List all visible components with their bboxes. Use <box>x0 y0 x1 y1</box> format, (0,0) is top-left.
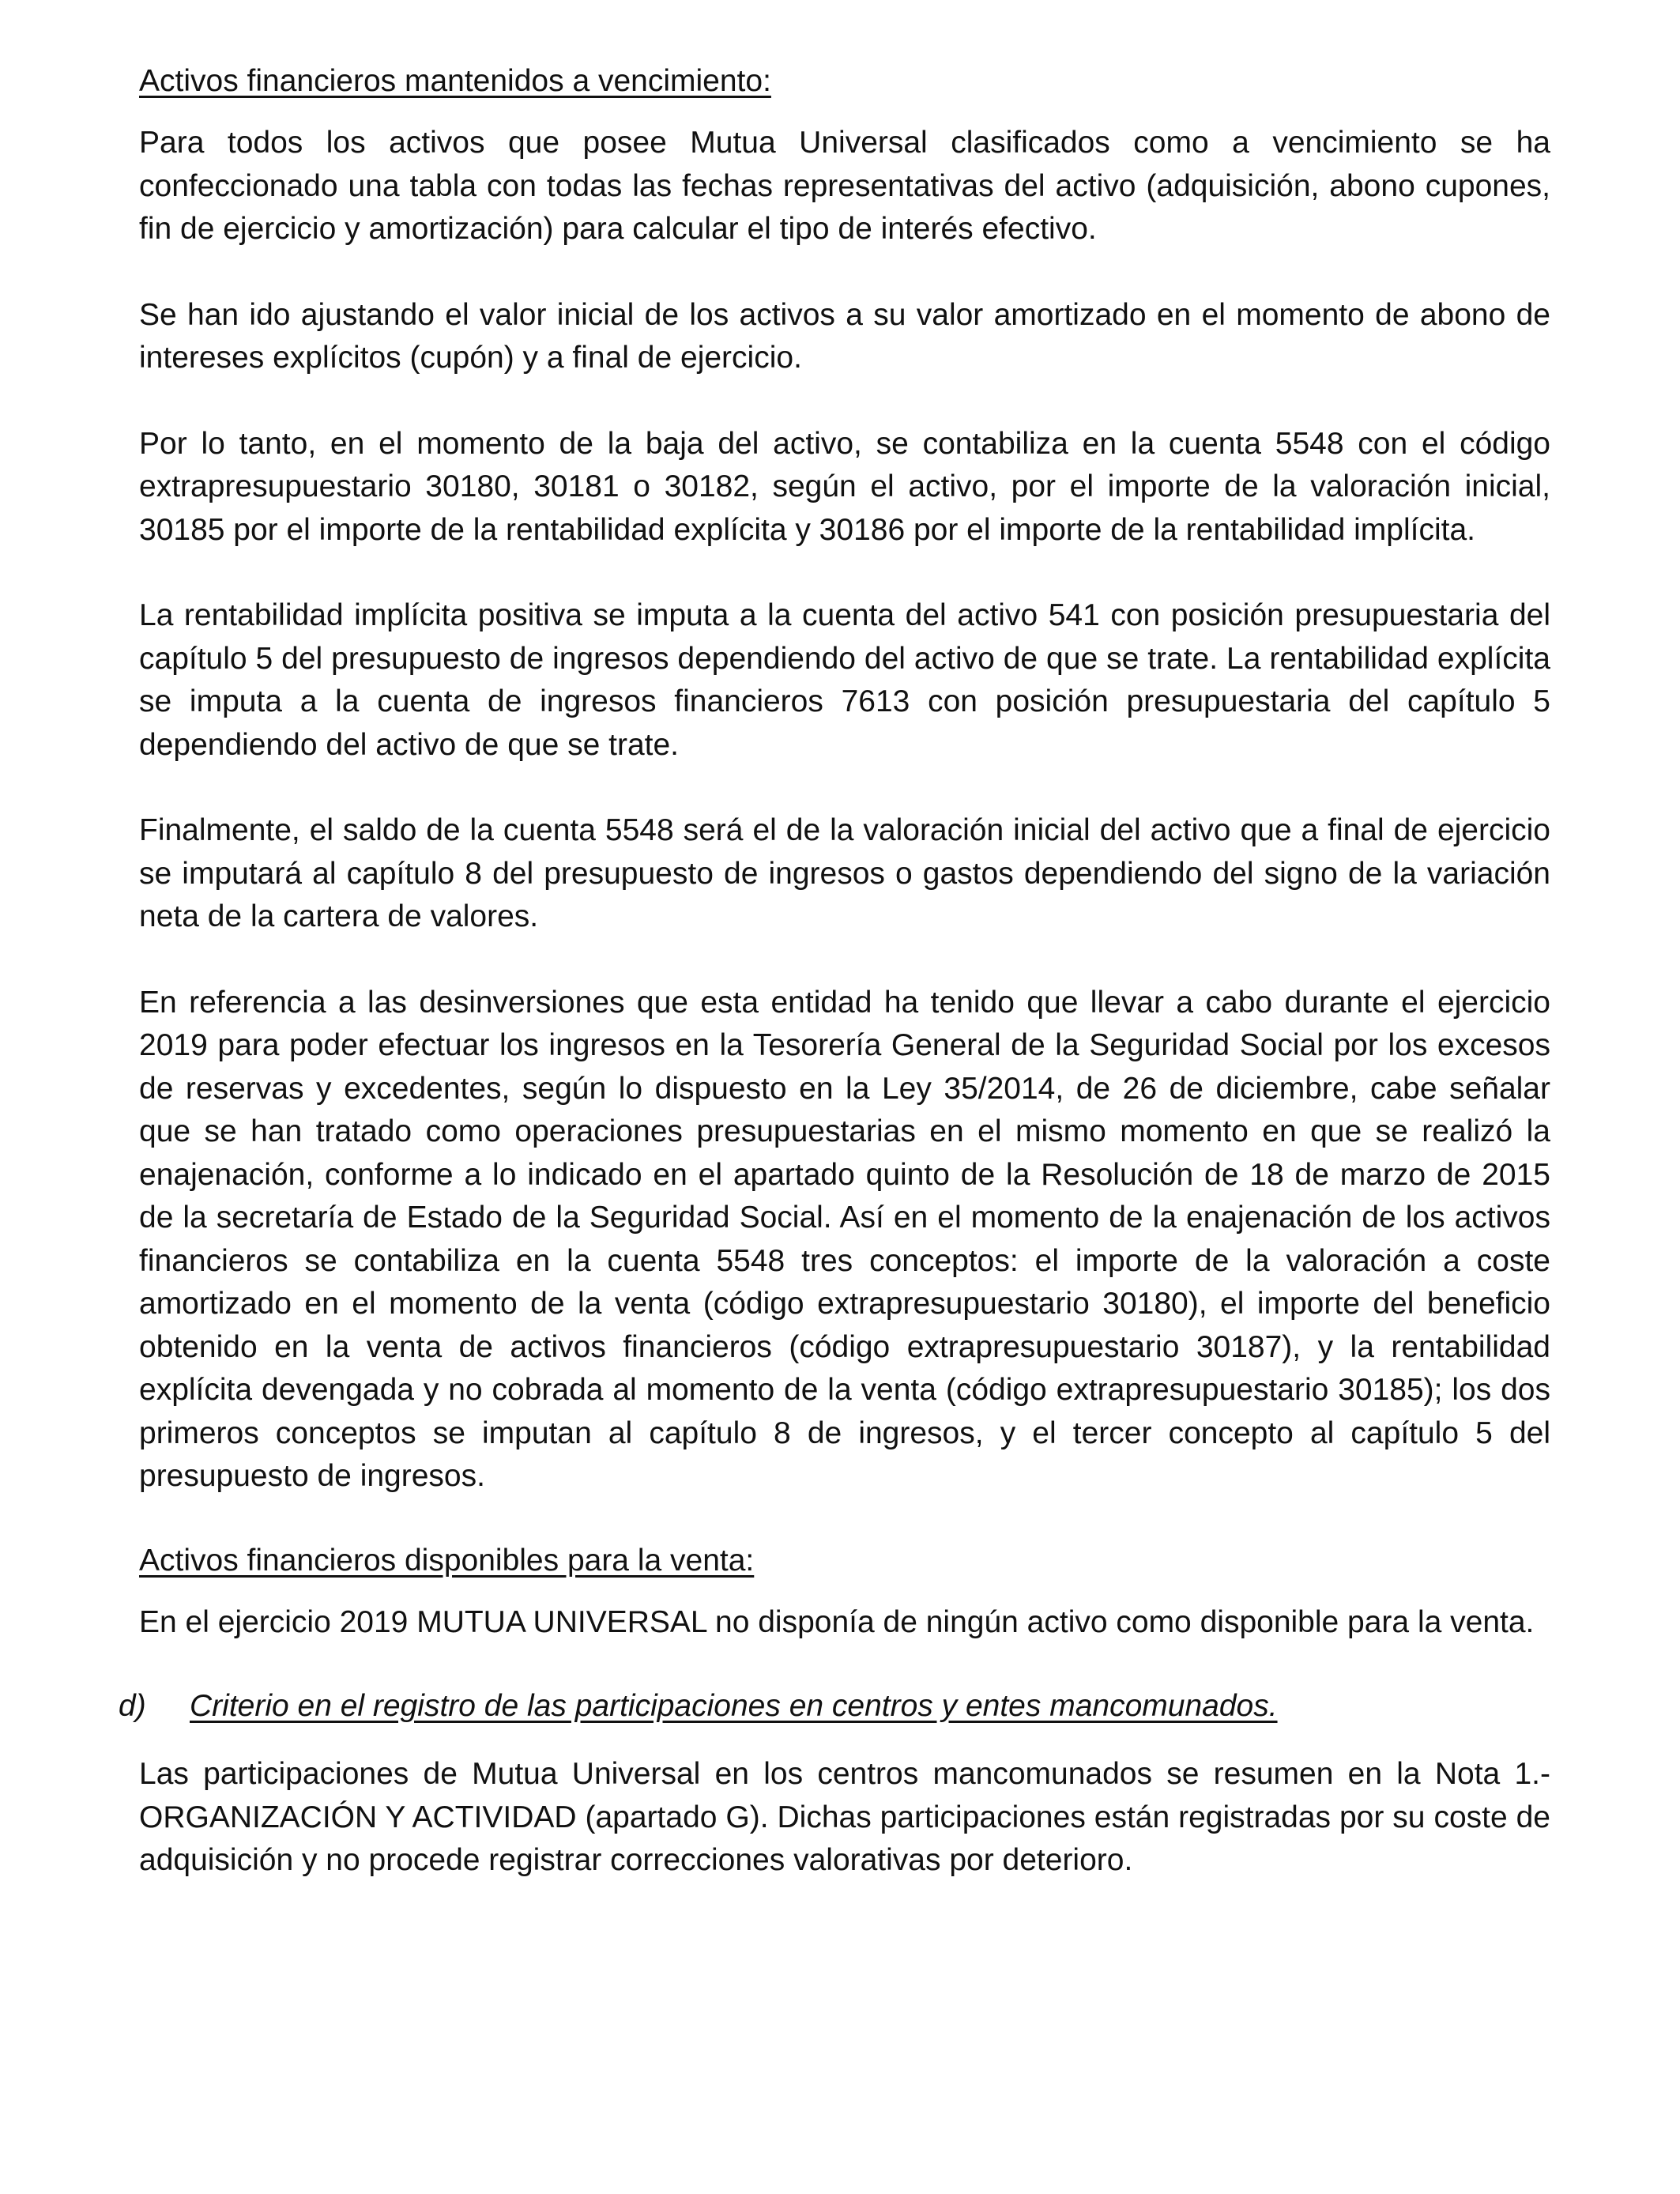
paragraph-disponibles-venta: En el ejercicio 2019 MUTUA UNIVERSAL no disponía de ningún activo como disponible para la venta. <box>139 1604 1535 1639</box>
heading-activos-vencimiento: Activos financieros mantenidos a vencimiento: <box>139 64 771 98</box>
paragraph-saldo-cuenta: Finalmente, el saldo de la cuenta 5548 será el de la valoración inicial del activo que a final de ejercicio se imputará al capítulo 8 del presupuesto de ingresos o gastos dependiendo del signo de la variación neta de la cartera de valores. <box>139 813 1550 933</box>
paragraph-ajuste-valor: Se han ido ajustando el valor inicial de los activos a su valor amortizado en el momento de abono de intereses explícitos (cupón) y a final de ejercicio. <box>139 297 1550 375</box>
section-d-title: Criterio en el registro de las participaciones en centros y entes mancomunados. <box>190 1689 1278 1723</box>
document-body <box>119 62 1550 1925</box>
section-d-letter: d) <box>119 1689 146 1723</box>
paragraph-rentabilidad: La rentabilidad implícita positiva se imputa a la cuenta del activo 541 con posición presupuestaria del capítulo 5 del presupuesto de ingresos dependiendo del activo de que se trate. La rentabilidad explícita se imputa a la cuenta de ingresos financieros 7613 con posición presupuestaria del capítulo 5 dependiendo del activo de que se trate. <box>139 598 1550 762</box>
heading-activos-venta: Activos financieros disponibles para la venta: <box>139 1543 755 1578</box>
paragraph-participaciones: Las participaciones de Mutua Universal en los centros mancomunados se resumen en la Nota 1.- ORGANIZACIÓN Y ACTIVIDAD (apartado G). Dichas participaciones están registradas por su coste de adquisición y no procede registrar correcciones valorativas por deterioro. <box>139 1757 1550 1877</box>
paragraph-baja-activo: Por lo tanto, en el momento de la baja del activo, se contabiliza en la cuenta 5548 con el código extrapresupuestario 30180, 30181 o 30182, según el activo, por el importe de la valoración inicial, 30185 por el importe de la rentabilidad explícita y 30186 por el importe de la rentabilidad implícita. <box>139 426 1550 547</box>
paragraph-tabla-fechas: Para todos los activos que posee Mutua Universal clasificados como a vencimiento se ha confeccionado una tabla con todas las fechas representativas del activo (adquisición, abono cupones, fin de ejercicio y amortización) para calcular el tipo de interés efectivo. <box>139 126 1550 246</box>
section-d-heading <box>119 1687 1550 1726</box>
paragraph-desinversiones: En referencia a las desinversiones que esta entidad ha tenido que llevar a cabo durante el ejercicio 2019 para poder efectuar los ingresos en la Tesorería General de la Seguridad Social por los excesos de reservas y excedentes, según lo dispuesto en la Ley 35/2014, de 26 de diciembre, cabe señalar que se han tratado como operaciones presupuestarias en el mismo momento en que se realizó la enajenación, conforme a lo indicado en el apartado quinto de la Resolución de 18 de marzo de 2015 de la secretaría de Estado de la Seguridad Social. Así en el momento de la enajenación de los activos financieros se contabiliza en la cuenta 5548 tres conceptos: el importe de la valoración a coste amortizado en el momento de la venta (código extrapresupuestario 30180), el importe del beneficio obtenido en la venta de activos financieros (código extrapresupuestario 30187), y la rentabilidad explícita devengada y no cobrada al momento de la venta (código extrapresupuestario 30185); los dos primeros conceptos se imputan al capítulo 8 de ingresos, y el tercer concepto al capítulo 5 del presupuesto de ingresos. <box>139 985 1550 1493</box>
